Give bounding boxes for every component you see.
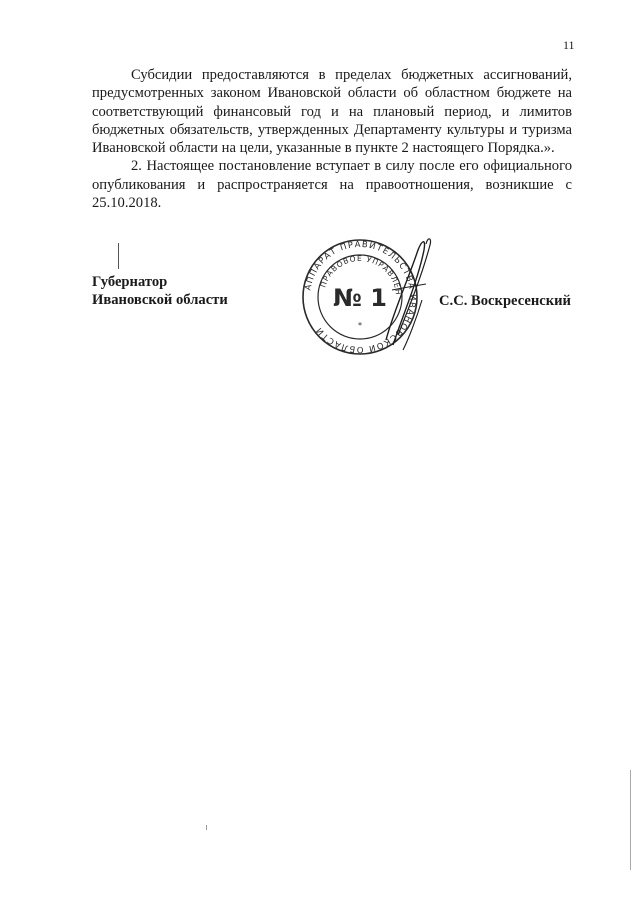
signatory-title-line: Ивановской области xyxy=(92,292,228,309)
scan-mark xyxy=(206,825,207,830)
svg-text:АППАРАТ ПРАВИТЕЛЬСТВА ИВАНОВСК: АППАРАТ ПРАВИТЕЛЬСТВА ИВАНОВСКОЙ ОБЛАСТИ xyxy=(303,239,418,355)
svg-text:*: * xyxy=(358,321,362,330)
official-seal xyxy=(298,232,443,362)
paragraph: Субсидии предоставляются в пределах бюджетных ассигнований, предусмотренных законом Ивановской области об областном бюджете на соответствующий финансовый год и на плановый период, и лимитов бюджетных обязательств, утвержденных Департаменту культуры и туризма Ивановской области на цели, указанные в пункте 2 настоящего Порядка.». xyxy=(92,67,572,157)
signatory-name: С.С. Воскресенский xyxy=(439,293,571,309)
body-text xyxy=(92,66,572,212)
svg-text:ПРАВОВОЕ УПРАВЛЕНИЕ: ПРАВОВОЕ УПРАВЛЕН xyxy=(318,253,404,297)
paragraph: 2. Настоящее постановление вступает в силу после его официального опубликования и распространяется на правоотношения, возникшие с 25.10.2018. xyxy=(92,158,572,212)
svg-text:№ 1: № 1 xyxy=(333,284,387,312)
scan-mark xyxy=(630,770,631,870)
signatory-title-line: Губернатор xyxy=(92,274,168,290)
scan-mark xyxy=(118,243,119,269)
signatory-title xyxy=(92,273,228,310)
page-number: 11 xyxy=(563,38,575,52)
